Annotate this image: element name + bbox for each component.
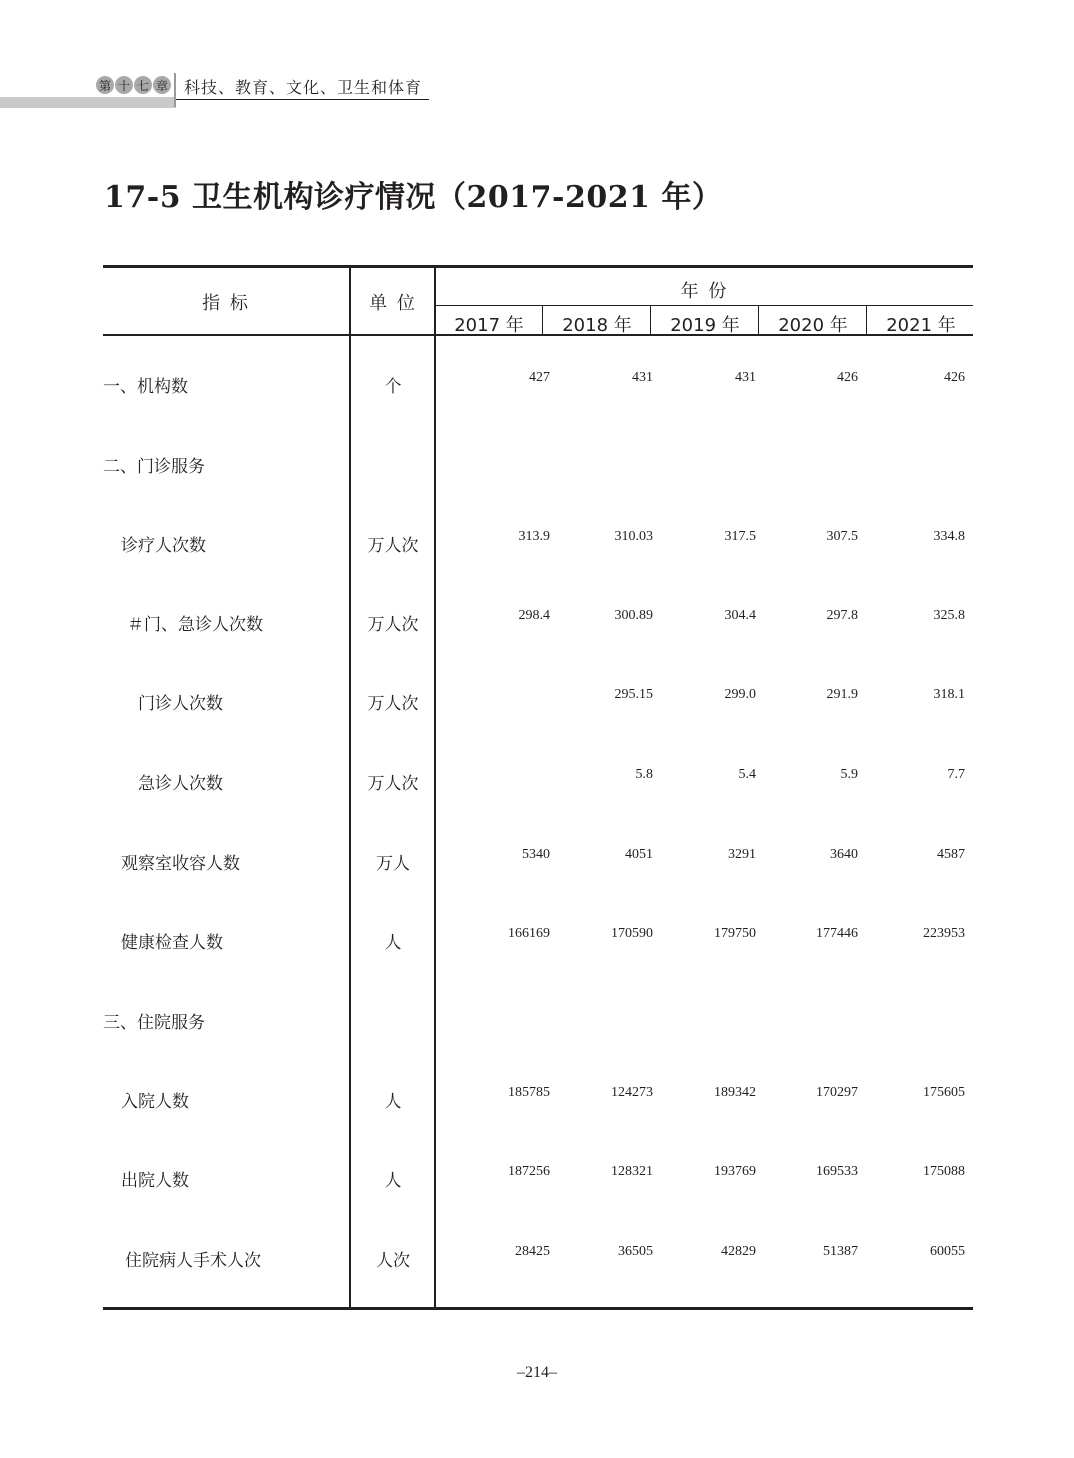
section-title: 科技、教育、文化、卫生和体育: [184, 78, 423, 97]
year-divider: [758, 306, 759, 335]
value-cell: 36505: [618, 1244, 653, 1259]
value-cell: 313.9: [518, 529, 550, 544]
header-bar: [0, 97, 176, 108]
unit-cell: 万人次: [367, 536, 419, 556]
unit-cell: 万人次: [367, 774, 419, 794]
chapter-char: 七: [134, 76, 152, 94]
chapter-char: 十: [115, 76, 133, 94]
value-cell: 4051: [625, 847, 653, 862]
value-cell: 3640: [830, 847, 858, 862]
table-row: [103, 1246, 973, 1276]
value-cell: 175605: [923, 1085, 965, 1100]
value-cell: 5.9: [840, 767, 858, 782]
table-row: [103, 689, 973, 719]
indicator-label: 出院人数: [121, 1171, 189, 1191]
value-cell: 128321: [611, 1164, 653, 1179]
year-header: 2020 年: [778, 315, 848, 336]
value-cell: 177446: [816, 926, 858, 941]
table-row: [103, 849, 973, 879]
value-cell: 295.15: [614, 687, 653, 702]
unit-cell: 万人次: [367, 694, 419, 714]
value-cell: 175088: [923, 1164, 965, 1179]
table-top-rule: [103, 265, 973, 268]
year-header: 2018 年: [562, 315, 632, 336]
value-cell: 307.5: [826, 529, 858, 544]
value-cell: 5.4: [738, 767, 756, 782]
value-cell: 3291: [728, 847, 756, 862]
indicator-label: 一、机构数: [103, 377, 188, 397]
year-divider: [650, 306, 651, 335]
value-cell: 51387: [823, 1244, 858, 1259]
table-row: [103, 769, 973, 799]
value-cell: 5340: [522, 847, 550, 862]
page-title: 17-5 卫生机构诊疗情况（2017-2021 年）: [104, 180, 723, 215]
year-header: 2021 年: [886, 315, 956, 336]
value-cell: 42829: [721, 1244, 756, 1259]
value-cell: 60055: [930, 1244, 965, 1259]
value-cell: 431: [735, 370, 756, 385]
value-cell: 28425: [515, 1244, 550, 1259]
value-cell: 179750: [714, 926, 756, 941]
indicator-label: 急诊人次数: [138, 774, 223, 794]
indicator-label: 二、门诊服务: [103, 457, 205, 477]
year-divider: [542, 306, 543, 335]
year-group-rule: [435, 305, 973, 306]
value-cell: 317.5: [724, 529, 756, 544]
value-cell: 431: [632, 370, 653, 385]
indicator-label: 住院病人手术人次: [125, 1251, 261, 1271]
indicator-label: ＃门、急诊人次数: [127, 615, 263, 635]
value-cell: 169533: [816, 1164, 858, 1179]
table-row: [103, 610, 973, 640]
value-cell: 166169: [508, 926, 550, 941]
unit-cell: 人次: [376, 1251, 410, 1271]
chapter-char: 第: [96, 76, 114, 94]
indicator-label: 健康检查人数: [121, 933, 223, 953]
value-cell: 7.7: [947, 767, 965, 782]
indicator-label: 三、住院服务: [103, 1013, 205, 1033]
value-cell: 325.8: [933, 608, 965, 623]
value-cell: 5.8: [635, 767, 653, 782]
unit-cell: 万人: [376, 854, 410, 874]
indicator-header: 指 标: [202, 293, 250, 314]
unit-cell: 人: [384, 1171, 402, 1191]
value-cell: 299.0: [724, 687, 756, 702]
indicator-label: 门诊人次数: [138, 694, 223, 714]
header-underline: [176, 99, 429, 100]
value-cell: 426: [837, 370, 858, 385]
value-cell: 304.4: [724, 608, 756, 623]
value-cell: 185785: [508, 1085, 550, 1100]
value-cell: 124273: [611, 1085, 653, 1100]
value-cell: 4587: [937, 847, 965, 862]
value-cell: 298.4: [518, 608, 550, 623]
value-cell: 223953: [923, 926, 965, 941]
unit-cell: 人: [384, 933, 402, 953]
table-row: [103, 1087, 973, 1117]
table-row: [103, 372, 973, 402]
year-group-header: 年 份: [680, 281, 729, 302]
table-row: [103, 928, 973, 958]
value-cell: 426: [944, 370, 965, 385]
value-cell: 189342: [714, 1085, 756, 1100]
table-row: [103, 531, 973, 561]
chapter-badge: [96, 76, 171, 98]
table-row: [103, 1166, 973, 1196]
value-cell: 291.9: [826, 687, 858, 702]
value-cell: 170297: [816, 1085, 858, 1100]
value-cell: 300.89: [614, 608, 653, 623]
page-number: –214–: [517, 1364, 557, 1381]
year-header: 2017 年: [454, 315, 524, 336]
year-header: 2019 年: [670, 315, 740, 336]
value-cell: 427: [529, 370, 550, 385]
value-cell: 318.1: [933, 687, 965, 702]
year-divider: [866, 306, 867, 335]
unit-header: 单 位: [369, 293, 417, 314]
table-row: [103, 452, 973, 482]
table-bottom-rule: [103, 1307, 973, 1310]
unit-cell: 个: [384, 377, 402, 397]
header-separator: [174, 73, 176, 107]
indicator-label: 观察室收容人数: [121, 854, 240, 874]
chapter-char: 章: [153, 76, 171, 94]
indicator-label: 入院人数: [121, 1092, 189, 1112]
value-cell: 334.8: [933, 529, 965, 544]
indicator-label: 诊疗人次数: [121, 536, 206, 556]
value-cell: 187256: [508, 1164, 550, 1179]
value-cell: 193769: [714, 1164, 756, 1179]
table-row: [103, 1008, 973, 1038]
value-cell: 310.03: [614, 529, 653, 544]
unit-cell: 人: [384, 1092, 402, 1112]
unit-cell: 万人次: [367, 615, 419, 635]
value-cell: 297.8: [826, 608, 858, 623]
value-cell: 170590: [611, 926, 653, 941]
